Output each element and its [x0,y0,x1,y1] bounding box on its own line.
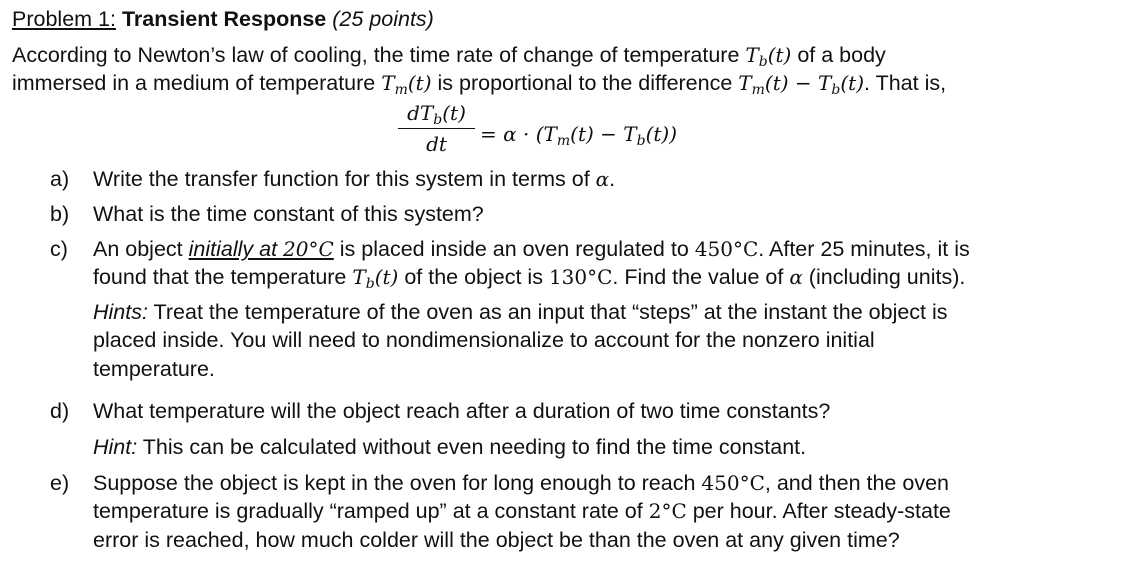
fraction-numerator: $dT_b(t)$ [407,101,466,128]
item-a-text: Write the transfer function for this system in terms of α. [93,167,616,191]
item-d-label: d) [50,399,70,423]
underlined-initial-temp: initially at 20°C [188,237,334,261]
item-c-line-2: found that the temperature $T_b(t)$ of the object is 130°C. Find the value of α (including units). [93,265,966,292]
equation-fraction [398,100,475,157]
problem-points: (25 points) [332,7,434,31]
fraction-bar [398,128,475,129]
intro-line-2: immersed in a medium of temperature $T_m(t)$ is proportional to the difference $T_m(t) - T_b(t)$. That is, [12,71,947,98]
problem-title: Transient Response [121,7,327,31]
hint-label: Hint: [93,435,138,459]
problem-heading [12,6,434,32]
item-e-line-1: Suppose the object is kept in the oven for long enough to reach 450°C, and then the oven [93,471,949,495]
math-Tb: $T_b(t)$ [745,43,792,70]
intro-line-1: According to Newton’s law of cooling, the time rate of change of temperature $T_b(t)$ of a body [12,43,886,70]
hints-label: Hints: [93,300,148,324]
math-Tm: $T_m(t)$ [381,71,432,98]
item-e-label: e) [50,471,70,495]
math-difference: $T_m(t) - T_b(t)$ [738,71,865,98]
item-c-line-1: An object initially at 20°C is placed inside an oven regulated to 450°C. After 25 minutes, it is [93,237,970,261]
fraction-denominator: dt [426,132,447,156]
item-a-label: a) [50,167,70,191]
item-e-line-2: temperature is gradually “ramped up” at a constant rate of 2°C per hour. After steady-state [93,499,951,523]
item-d-text: What temperature will the object reach after a duration of two time constants? [93,399,831,423]
problem-number: Problem 1: [12,7,116,31]
item-b-text: What is the time constant of this system? [93,202,484,226]
item-e-line-3: error is reached, how much colder will the object be than the oven at any given time? [93,528,900,552]
item-c-label: c) [50,237,68,261]
item-b-label: b) [50,202,70,226]
equation-rhs: = $\alpha \cdot (T_m(t) - T_b(t))$ [480,122,678,149]
